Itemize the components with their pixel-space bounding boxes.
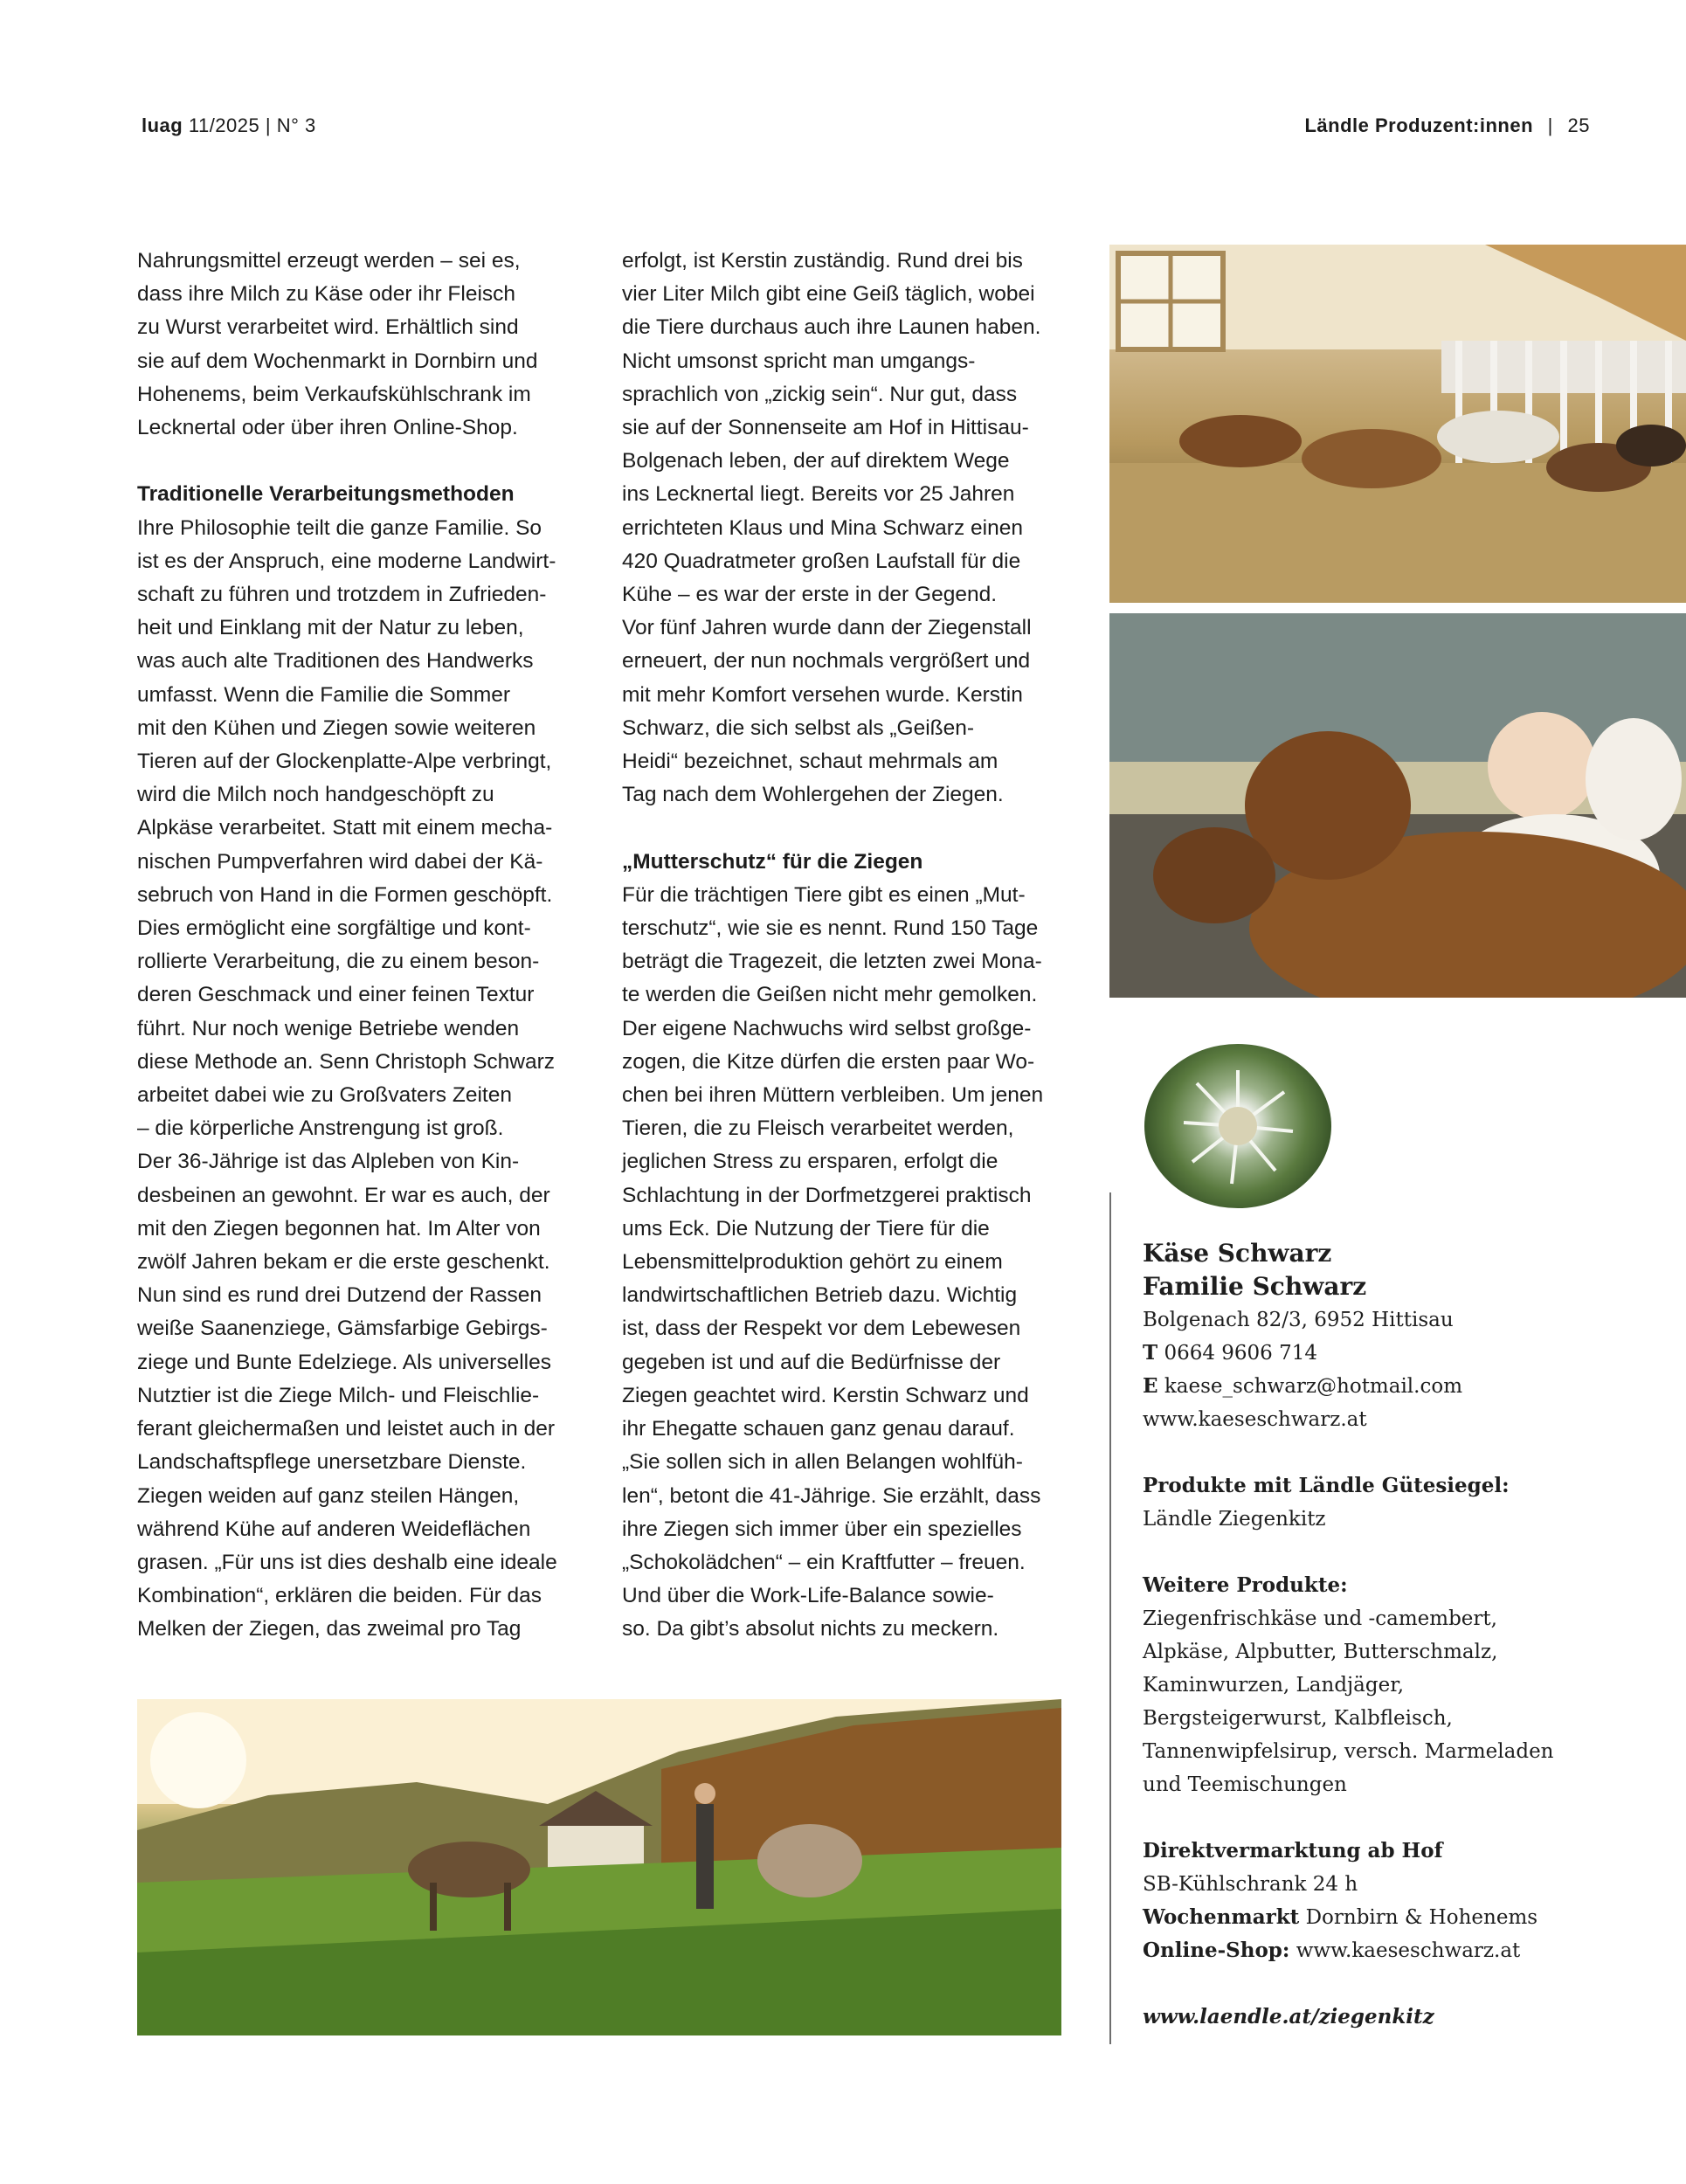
issue-number: N° 3 [276, 114, 316, 136]
goat-barn-illustration [1109, 245, 1686, 603]
direct-sales-heading: Direktvermarktung ab Hof [1143, 1839, 1443, 1863]
online-shop-line [1143, 1934, 1667, 1967]
producer-email-line [1143, 1370, 1667, 1403]
paragraph: Für die trächtigen Tiere gibt es einen „Mut- terschutz“, wie sie es nennt. Rund 150 Tage beträgt die Tragezeit, die letzten zwei Mona- te werden die Geißen nicht mehr gemolken. Der eigene Nachwuchs wird selbst großge- zogen, die Kitze dürfen die ersten paar Wo- chen bei ihren Müttern verbleiben. Um jenen Tieren, die zu Fleisch verarbeitet werden, jeglichen Stress zu ersparen, erfolgt die Schlachtung in der Dorfmetzgerei praktisch ums Eck. Die Nutzung der Tiere für die Lebensmittelproduktion gehört zu einem landwirtschaftlichen Betrieb dazu. Wichtig ist, dass der Respekt vor dem Lebewesen gegeben ist und auf die Bedürfnisse der Ziegen geachtet wird. Kerstin Schwarz und ihr Ehegatte schauen ganz genau darauf. „Sie sollen sich in allen Belangen wohlfüh- len“, betont die 41-Jährige. Sie erzählt, dass ihre Ziegen sich immer über ein spezielles „Schokolädchen“ – ein Kraftfutter – freuen. Und über die Work-Life-Balance sowie- so. Da gibt’s absolut nichts zu meckern. [622, 882, 1044, 1641]
goat-barn-photo [1109, 245, 1686, 603]
paragraph: Nahrungsmittel erzeugt werden – sei es, dass ihre Milch zu Käse oder ihr Fleisch zu Wurst verarbeitet wird. Erhältlich sind sie auf dem Wochenmarkt in Dornbirn und Hohenems, beim Verkaufskühlschrank im Lecknertal oder über ihren Online-Shop. [137, 249, 538, 440]
running-head-left [142, 110, 316, 142]
issue-date: 11/2025 [188, 114, 260, 136]
market-label: Wochenmarkt [1143, 1905, 1300, 1929]
page-number: 25 [1567, 114, 1590, 136]
subheading: „Mutterschutz“ für die Ziegen [622, 849, 923, 874]
market-locations: Dornbirn & Hohenems [1305, 1906, 1538, 1929]
laendle-link: www.laendle.at/ziegenkitz [1143, 2005, 1434, 2028]
article-column-2 [622, 245, 1076, 1647]
producer-address: Bolgenach 82/3, 6952 Hittisau [1143, 1309, 1454, 1331]
issue-separator: | [265, 114, 272, 136]
email-label: E [1143, 1374, 1158, 1398]
producer-info-box [1143, 1237, 1667, 2034]
paragraph: Ihre Philosophie teilt die ganze Familie. So ist es der Anspruch, eine moderne Landwirt- schaft zu führen und trotzdem in Zufrieden- heit und Einklang mit der Natur zu leben, was auch alte Traditionen des Handwerks umfasst. Wenn die Familie die Sommer mit den Kühen und Ziegen sowie weiteren Tieren auf der Glockenplatte-Alpe verbringt, wird die Milch noch handgeschöpft zu Alpkäse verarbeitet. Statt mit einem mecha- nischen Pumpverfahren wird dabei der Kä- sebruch von Hand in die Formen geschöpft. Dies ermöglicht eine sorgfältige und kont- rollierte Verarbeitung, die zu einem beson- deren Geschmack und einer feinen Textur führt. Nur noch wenige Betriebe wenden diese Methode an. Senn Christoph Schwarz arbeitet dabei wie zu Großvaters Zeiten – die körperliche Anstrengung ist groß. Der 36-Jährige ist das Alpleben von Kin- desbeinen an gewohnt. Er war es auch, der mit den Ziegen begonnen hat. Im Alter von zwölf Jahren bekam er die erste geschenkt. Nun sind es rund drei Dutzend der Rassen weiße Saanenziege, Gämsfarbige Gebirgs- ziege und Bunte Edelziege. Als universelles Nutztier ist die Ziege Milch- und Fleischlie- ferant gleichermaßen und leistet auch in der Landschaftspflege unersetzbare Dienste. Ziegen weiden auf ganz steilen Hängen, während Kühe auf anderen Weideflächen grasen. „Für uns ist dies deshalb eine ideale Kombination“, erklären die beiden. Für das Melken der Ziegen, das zweimal pro Tag [137, 515, 557, 1641]
section-title: Ländle Produzent:innen [1304, 114, 1534, 136]
thistle-illustration [1144, 1044, 1331, 1208]
child-with-goats-photo [1109, 613, 1686, 998]
producer-website: www.kaeseschwarz.at [1143, 1408, 1367, 1431]
paragraph: erfolgt, ist Kerstin zuständig. Rund drei bis vier Liter Milch gibt eine Geiß täglich, wobei die Tiere durchaus auch ihre Launen haben. Nicht umsonst spricht man umgangs- sprachlich von „zickig sein“. Nur gut, dass sie auf der Sonnenseite am Hof in Hittisau- Bolgenach leben, der auf direktem Wege ins Lecknertal liegt. Bereits vor 25 Jahren errichteten Klaus und Mina Schwarz einen 420 Quadratmeter großen Laufstall für die Kühe – es war der erste in der Gegend. Vor fünf Jahren wurde dann der Ziegenstall erneuert, der nun nochmals vergrößert und mit mehr Komfort versehen wurde. Kerstin Schwarz, die sich selbst als „Geißen- Heidi“ bezeichnet, schaut mehrmals am Tag nach dem Wohlergehen der Ziegen. [622, 249, 1041, 807]
article-column-1 [137, 245, 591, 1647]
phone-label: T [1143, 1341, 1158, 1365]
sidebar-divider [1109, 1192, 1111, 2044]
producer-email: kaese_schwarz@hotmail.com [1164, 1375, 1463, 1398]
running-head-right [1304, 110, 1590, 142]
subheading: Traditionelle Verarbeitungsmethoden [137, 482, 515, 507]
self-service-fridge: SB-Kühlschrank 24 h [1143, 1873, 1358, 1896]
producer-phone: 0664 9606 714 [1164, 1342, 1318, 1365]
section-separator: | [1547, 114, 1553, 136]
more-products-heading: Weitere Produkte: [1143, 1573, 1348, 1597]
magazine-name: luag [142, 114, 183, 136]
child-goats-illustration [1109, 613, 1686, 998]
weekly-market-line [1143, 1901, 1667, 1934]
silver-thistle-photo [1144, 1044, 1331, 1208]
seal-products: Ländle Ziegenkitz [1143, 1508, 1326, 1531]
shop-label: Online-Shop: [1143, 1939, 1290, 1962]
producer-phone-line [1143, 1337, 1667, 1370]
producer-family: Familie Schwarz [1143, 1272, 1367, 1301]
producer-name: Käse Schwarz [1143, 1239, 1332, 1268]
meadow-illustration [137, 1699, 1061, 2035]
shop-url: www.kaeseschwarz.at [1296, 1939, 1521, 1962]
more-products-list: Ziegenfrischkäse und -camembert, Alpkäse, Alpbutter, Butterschmalz, Kaminwurzen, Landjäger, Bergsteigerwurst, Kalbfleisch, Tannenwipfelsirup, versch. Marmeladen und Teemischungen [1143, 1607, 1554, 1796]
cows-meadow-photo [137, 1699, 1061, 2035]
seal-heading: Produkte mit Ländle Gütesiegel: [1143, 1474, 1510, 1497]
